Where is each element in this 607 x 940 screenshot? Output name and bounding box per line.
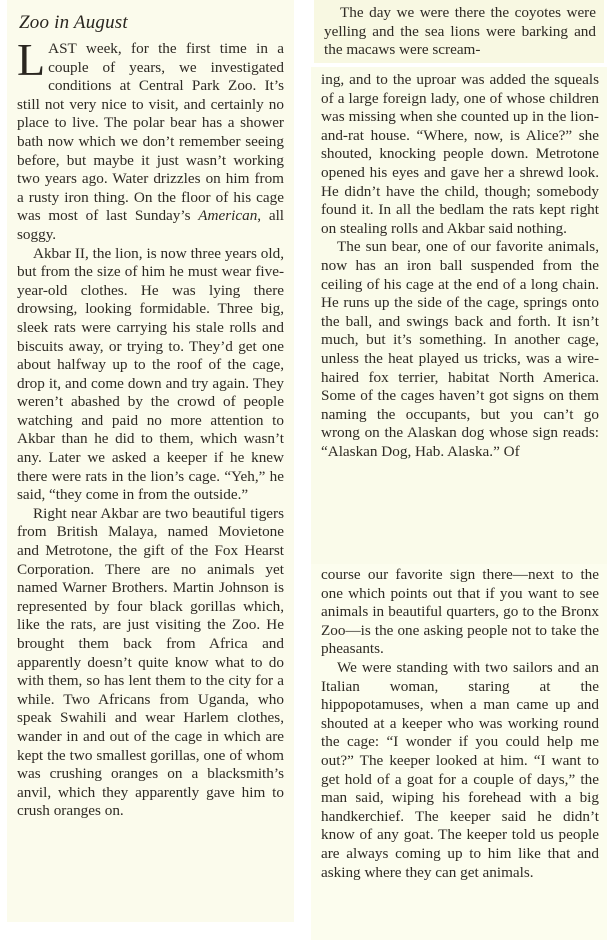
drop-cap: L bbox=[17, 34, 46, 85]
paragraph-6: We were standing with two sailors and an Italian woman, staring at the hippopotamuses, when a man came up and shouted at a keeper who was working round the cage: “I wonder if you could help me out?” The keeper looked at him. “I want to get hold of a goat for a couple of days,” the man said, wiping his forehead with a big handkerchief. The keeper said he didn’t know of any goat. The keeper told us people are always coming up to him like that and asking where they can get animals. bbox=[321, 658, 599, 881]
paragraph-5-cont: course our favorite sign there—next to the one which points out that if you want to see animals in beautiful quarters, go to the Bronx Zoo—is the one asking people not to take the pheasants. bbox=[321, 566, 599, 658]
paragraph-1-italic: American bbox=[198, 207, 258, 225]
left-column bbox=[7, 0, 294, 922]
article-title: Zoo in August bbox=[19, 12, 128, 33]
paragraph-1-text: AST week, for the first time in a couple of years, we investigated conditions at Central Park Zoo. It’s still not very nice to visit, and certainly no place to live. The polar bear has a shower bath now which we don’t remember seeing before, but maybe it just wasn’t working two years ago. Water drizzles on him from a rusty iron thing. On the floor of his cage was most of last Sunday’s bbox=[17, 40, 284, 225]
right-column-segment-2 bbox=[311, 67, 607, 564]
paragraph-1-end: , all soggy. bbox=[17, 207, 285, 243]
paragraph-3: Right near Akbar are two beautiful tigers from British Malaya, named Movietone and Metrotone, the gift of the Fox Hearst Corporation. There are no animals yet named Warner Brothers. Martin Johnson is represented by four black gorillas which, like the rats, are just visiting the Zoo. He brought them back from Africa and apparently doesn’t quite know what to do with them, so has lent them to the city for a while. Two Africans from Uganda, who speak Swahili and wear Harlem clothes, wander in and out of the cage in which are kept the two smallest gorillas, one of whom was crushing oranges on a blacksmith’s anvil, which they apparently gave him to crush oranges on. bbox=[17, 504, 284, 820]
paragraph-1 bbox=[17, 34, 285, 245]
paragraph-5: The sun bear, one of our favorite animals, now has an iron ball suspended from the ceiling of his cage at the end of a long chain. He runs up the side of the cage, springs onto the ball, and swings back and forth. It isn’t much, but it’s something. In another cage, unless the heat played us tricks, was a wire-haired fox terrier, habitat North America. Some of the cages haven’t got signs on them naming the occupants, but you can’t go wrong on the Alaskan dog whose sign reads: “Alaskan Dog, Hab. Alaska.” Of bbox=[321, 238, 599, 460]
paragraph-4-cont: ing, and to the uproar was added the squeals of a large foreign lady, one of whose children was missing when she counted up in the lion-and-rat house. “Where, now, is Alice?” she shouted, knocking people down. Metrotone opened his eyes and gave her a shrewd look. He didn’t have the child, though; somebody found it. In all the bedlam the rats kept right on stealing rolls and Akbar said nothing. bbox=[321, 71, 599, 237]
paragraph-2: Akbar II, the lion, is now three years old, but from the size of him he must wear five-year-old clothes. He was lying there drowsing, looking formidable. Three big, sleek rats were carrying his stale rolls and biscuits away, or trying to. They’d get one about halfway up to the roof of the cage, drop it, and come down and try again. They weren’t abashed by the crowd of people watching and paid no more attention to Akbar than he did to them, which wasn’t any. Later we asked a keeper if he knew there were rats in the lion’s cage. “Yeh,” he said, “they come in from the outside.” bbox=[17, 244, 284, 504]
paragraph-4-start: The day we were there the coyotes were yelling and the sea lions were barking and the macaws were scream- bbox=[324, 4, 596, 59]
right-column-segment-3 bbox=[311, 564, 607, 940]
right-column-segment-1 bbox=[314, 0, 604, 63]
